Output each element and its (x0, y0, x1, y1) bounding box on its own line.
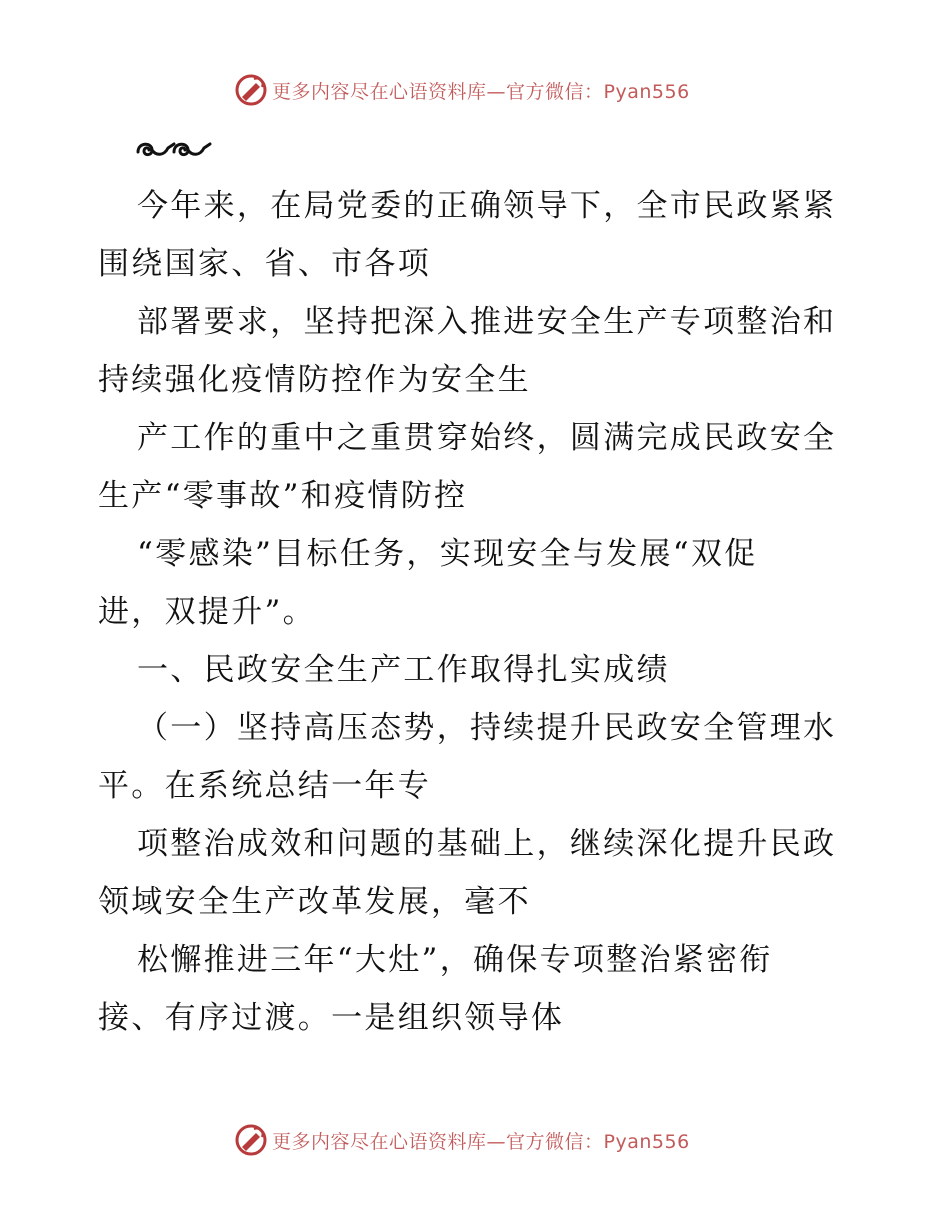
logo-icon (234, 73, 268, 107)
header-watermark (234, 72, 690, 108)
paragraph-line: 生产“零事故”和疫情防控 (98, 478, 468, 514)
paragraph-line: 项整治成效和问题的基础上，继续深化提升民政 (137, 826, 837, 862)
paragraph-line: 今年来，在局党委的正确领导下，全市民政紧紧 (137, 188, 837, 224)
paragraph-line: 接、有序过渡。一是组织领导体 (98, 1000, 565, 1036)
paragraph-line: “零感染”目标任务，实现安全与发展“双促 (137, 536, 758, 572)
paragraph-line: 进，双提升”。 (98, 594, 316, 630)
footer-watermark (234, 1122, 690, 1158)
paragraph-line: （一）坚持高压态势，持续提升民政安全管理水 (137, 710, 837, 746)
paragraph-line: 持续强化疫情防控作为安全生 (98, 362, 531, 398)
watermark-text: 更多内容尽在心语资料库—官方微信：Pyan556 (272, 80, 690, 103)
paragraph-line: 平。在系统总结一年专 (98, 768, 431, 804)
paragraph-line: 部署要求，坚持把深入推进安全生产专项整治和 (137, 304, 837, 340)
decorative-swirl-icon (134, 134, 214, 164)
paragraph-line: 围绕国家、省、市各项 (98, 246, 431, 282)
paragraph-line: 产工作的重中之重贯穿始终，圆满完成民政安全 (137, 420, 837, 456)
watermark-text: 更多内容尽在心语资料库—官方微信：Pyan556 (272, 1130, 690, 1153)
paragraph-line: 领域安全生产改革发展，毫不 (98, 884, 531, 920)
paragraph-line: 松懈推进三年“大灶”，确保专项整治紧密衔 (137, 942, 773, 978)
section-heading: 一、民政安全生产工作取得扎实成绩 (137, 652, 670, 688)
logo-icon (234, 1123, 268, 1157)
